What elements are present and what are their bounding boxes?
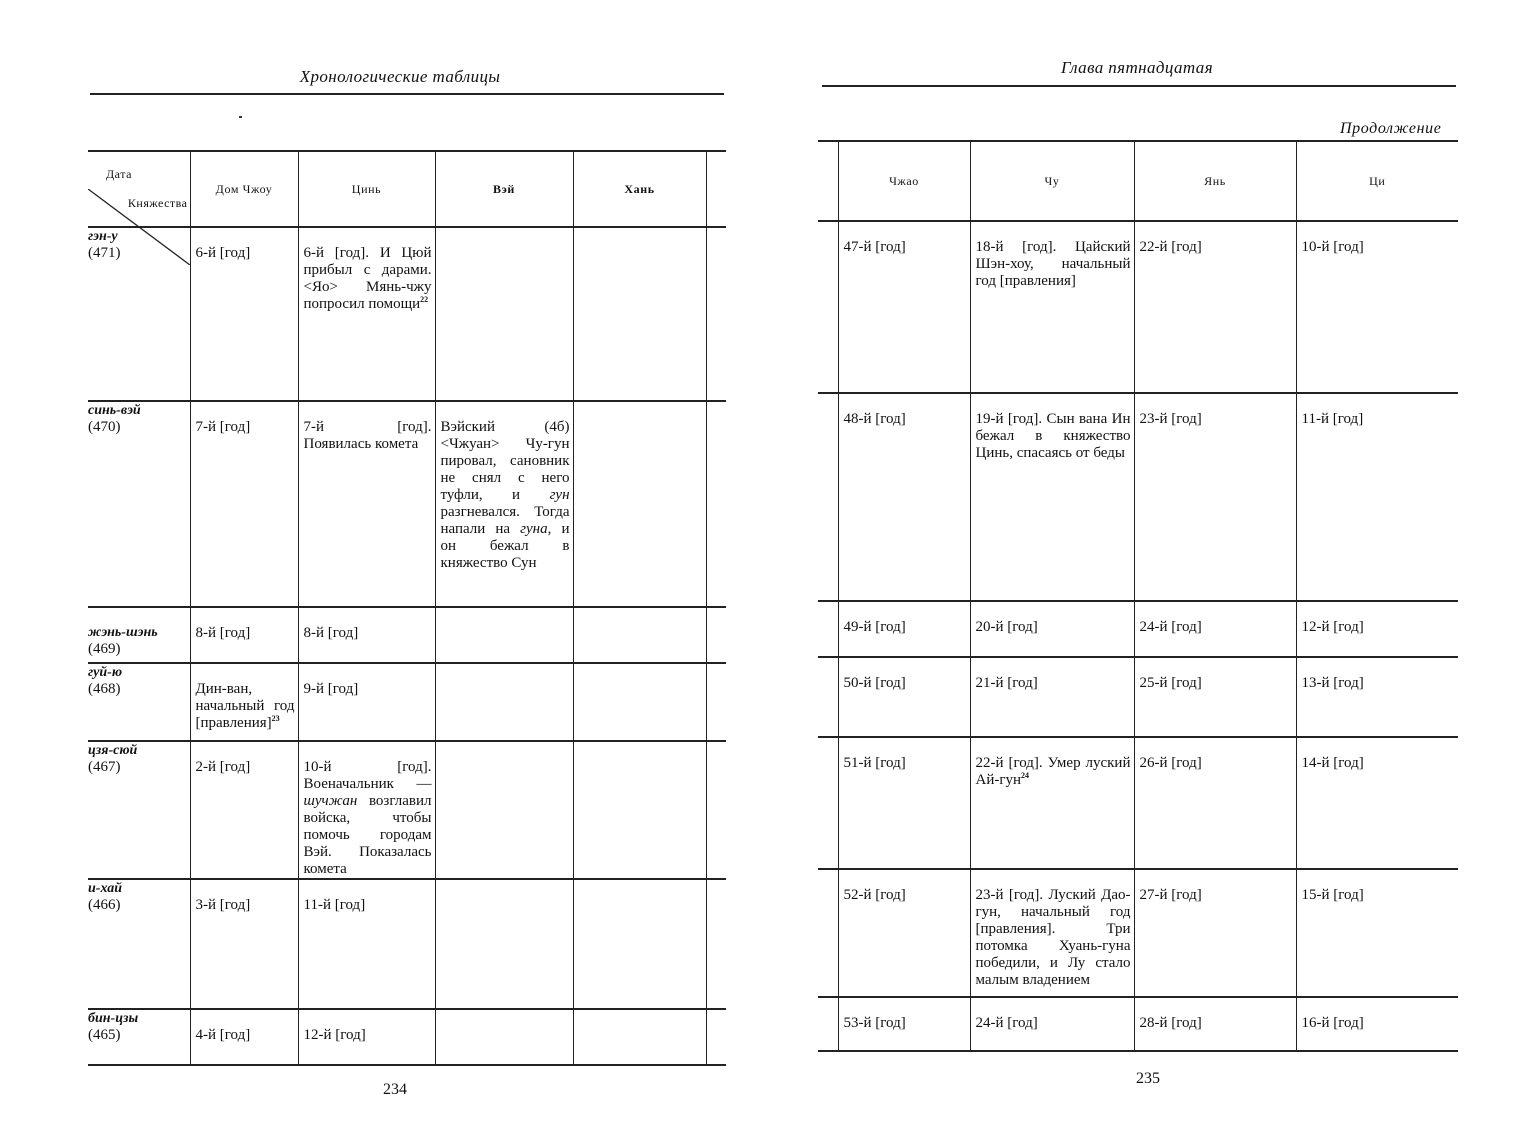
- han-cell: [574, 1010, 706, 1027]
- table-row: [818, 221, 1458, 393]
- year: (469): [88, 641, 121, 657]
- zhao-cell: 48-й [год]: [843, 411, 906, 427]
- cyclical-date: цзя-сюй: [88, 743, 138, 758]
- table-row: [818, 601, 1458, 657]
- cyclical-date: гэн-у: [88, 229, 118, 244]
- wei-cell: [436, 228, 573, 245]
- yan-cell: 27-й [год]: [1139, 887, 1202, 903]
- qi-cell: 14-й [год]: [1301, 755, 1364, 771]
- corner-header-cell: [88, 151, 190, 227]
- qin-cell-text: 10-й [год]. Военачальник —: [303, 759, 432, 792]
- wei-cell-text: разгневался. Тогда напали на: [440, 504, 570, 537]
- column-header-qin: Цинь: [298, 151, 435, 227]
- footnote-ref: 23: [271, 714, 280, 723]
- chu-cell: 18-й [год]. Цайский Шэн-хоу, начальный год [правления]: [975, 239, 1131, 289]
- yan-cell: 24-й [год]: [1139, 619, 1202, 635]
- year: (466): [88, 897, 121, 913]
- zhao-cell: 51-й [год]: [843, 755, 906, 771]
- table-row: [88, 607, 726, 663]
- table-row: [818, 737, 1458, 869]
- corner-label-date: Дата: [106, 167, 132, 181]
- table-row: [818, 997, 1458, 1051]
- date-cell: [88, 607, 190, 663]
- year: (465): [88, 1027, 121, 1043]
- chronology-table-left: [88, 150, 726, 1066]
- year: (470): [88, 419, 121, 435]
- running-head-left: Хронологические таблицы: [299, 67, 501, 86]
- date-cell: [88, 401, 190, 607]
- date-cell: [88, 879, 190, 1009]
- column-header-zhao: Чжао: [838, 141, 970, 221]
- zhou-cell: 4-й [год]: [195, 1027, 251, 1043]
- table-row: [88, 879, 726, 1009]
- qin-cell: [299, 742, 435, 878]
- qi-cell: 15-й [год]: [1301, 887, 1364, 903]
- table-header-row: [818, 141, 1458, 221]
- header-rule-right: [822, 85, 1456, 87]
- year: (467): [88, 759, 121, 775]
- cyclical-date: гуй-ю: [88, 665, 123, 680]
- chu-cell: 23-й [год]. Луский Дао-гун, начальный год [правления]. Три потомка Хуань-гуна победили, и Лу стало малым владением: [975, 887, 1131, 988]
- wei-cell: [436, 880, 573, 897]
- qi-cell: 11-й [год]: [1301, 411, 1364, 427]
- chu-cell: 24-й [год]: [975, 1015, 1038, 1031]
- han-cell: [574, 402, 706, 419]
- corner-label-principalities: Княжества: [127, 196, 188, 210]
- table-row: [88, 663, 726, 741]
- wei-cell: [436, 664, 573, 681]
- zhou-cell: 6-й [год]: [195, 245, 251, 261]
- zhou-cell: 2-й [год]: [195, 759, 251, 775]
- han-cell: [574, 880, 706, 897]
- footnote-ref: 22: [420, 295, 429, 304]
- italic-term: гун: [549, 487, 570, 503]
- cyclical-date: бин-цзы: [88, 1011, 139, 1026]
- chu-cell: 19-й [год]. Сын вана Ин бежал в княжество Цинь, спасаясь от беды: [975, 411, 1131, 461]
- qin-cell-text: 6-й [год]. И Цюй прибыл с дарами. <Яо> Мянь-чжу попросил помощи: [303, 245, 432, 312]
- header-rule-left: [90, 93, 724, 95]
- date-cell: [88, 1009, 190, 1065]
- page-number-right: 235: [1136, 1070, 1160, 1087]
- zhou-cell: 7-й [год]: [195, 419, 251, 435]
- han-cell: [574, 608, 706, 625]
- column-header-han: Хань: [573, 151, 706, 227]
- qi-cell: 13-й [год]: [1301, 675, 1364, 691]
- yan-cell: 23-й [год]: [1139, 411, 1202, 427]
- qin-cell: 8-й [год]: [303, 625, 359, 641]
- zhao-cell: 52-й [год]: [843, 887, 906, 903]
- yan-cell: 28-й [год]: [1139, 1015, 1202, 1031]
- table-header-row: [88, 151, 726, 227]
- wei-cell-text: Вэйский (4б) <Чжуан> Чу-гун пировал, сановник не снял с него туфли, и: [440, 419, 570, 503]
- zhao-cell: 53-й [год]: [843, 1015, 906, 1031]
- qi-cell: 12-й [год]: [1301, 619, 1364, 635]
- wei-cell: [436, 402, 573, 572]
- running-head-right: Глава пятнадцатая: [1060, 58, 1213, 77]
- table-row: [818, 657, 1458, 737]
- column-header-chu: Чу: [970, 141, 1134, 221]
- yan-cell: 26-й [год]: [1139, 755, 1202, 771]
- italic-term: шучжан: [303, 793, 358, 809]
- wei-cell: [436, 608, 573, 625]
- table-row: [88, 1009, 726, 1065]
- qin-cell-text: возглавил войска, чтобы помочь городам Вэй. Показалась комета: [303, 793, 432, 877]
- cyclical-date: синь-вэй: [88, 403, 141, 418]
- han-cell: [574, 664, 706, 681]
- qin-cell: 9-й [год]: [303, 681, 359, 697]
- han-cell: [574, 228, 706, 245]
- date-cell: [88, 663, 190, 741]
- footnote-ref: 24: [1021, 771, 1030, 780]
- date-cell: [88, 741, 190, 879]
- left-page: [0, 0, 760, 1146]
- table-row: [818, 869, 1458, 997]
- zhou-cell-text: Дин-ван, начальный год [правления]: [195, 681, 295, 731]
- table-row: [818, 393, 1458, 601]
- qin-cell: 12-й [год]: [303, 1027, 366, 1043]
- zhao-cell: 50-й [год]: [843, 675, 906, 691]
- column-header-spacer: [706, 151, 726, 227]
- column-header-spacer: [818, 141, 838, 221]
- cyclical-date: жэнь-шэнь: [88, 625, 158, 640]
- wei-cell: [436, 742, 573, 759]
- wei-cell-text: , и он бежал в княжество Сун: [440, 521, 570, 571]
- column-header-zhou: Дом Чжоу: [190, 151, 298, 227]
- page-number-left: 234: [383, 1081, 407, 1098]
- table-row: [88, 401, 726, 607]
- chu-cell-text: 22-й [год]. Умер луский Ай-гун: [975, 755, 1131, 788]
- column-header-yan: Янь: [1134, 141, 1296, 221]
- qin-cell: [299, 228, 435, 313]
- print-speck: [239, 116, 242, 118]
- qin-cell: 11-й [год]: [303, 897, 366, 913]
- zhou-cell: 3-й [год]: [195, 897, 251, 913]
- zhao-cell: 47-й [год]: [843, 239, 906, 255]
- qi-cell: 10-й [год]: [1301, 239, 1364, 255]
- zhou-cell: [191, 664, 298, 732]
- right-page: [760, 0, 1528, 1146]
- year: (471): [88, 245, 121, 261]
- han-cell: [574, 742, 706, 759]
- chronology-table-right: [818, 140, 1458, 1052]
- chu-cell: [971, 738, 1134, 789]
- qi-cell: 16-й [год]: [1301, 1015, 1364, 1031]
- table-row: [88, 741, 726, 879]
- column-header-wei: Вэй: [435, 151, 573, 227]
- yan-cell: 22-й [год]: [1139, 239, 1202, 255]
- wei-cell: [436, 1010, 573, 1027]
- chu-cell: 20-й [год]: [975, 619, 1038, 635]
- cyclical-date: и-хай: [88, 881, 123, 896]
- yan-cell: 25-й [год]: [1139, 675, 1202, 691]
- zhou-cell: 8-й [год]: [195, 625, 251, 641]
- italic-term: гуна: [520, 521, 548, 537]
- column-header-qi: Ци: [1296, 141, 1458, 221]
- zhao-cell: 49-й [год]: [843, 619, 906, 635]
- chu-cell: 21-й [год]: [975, 675, 1038, 691]
- year: (468): [88, 681, 121, 697]
- qin-cell: 7-й [год]. Появилась комета: [303, 419, 432, 452]
- continuation-label: Продолжение: [1340, 120, 1442, 137]
